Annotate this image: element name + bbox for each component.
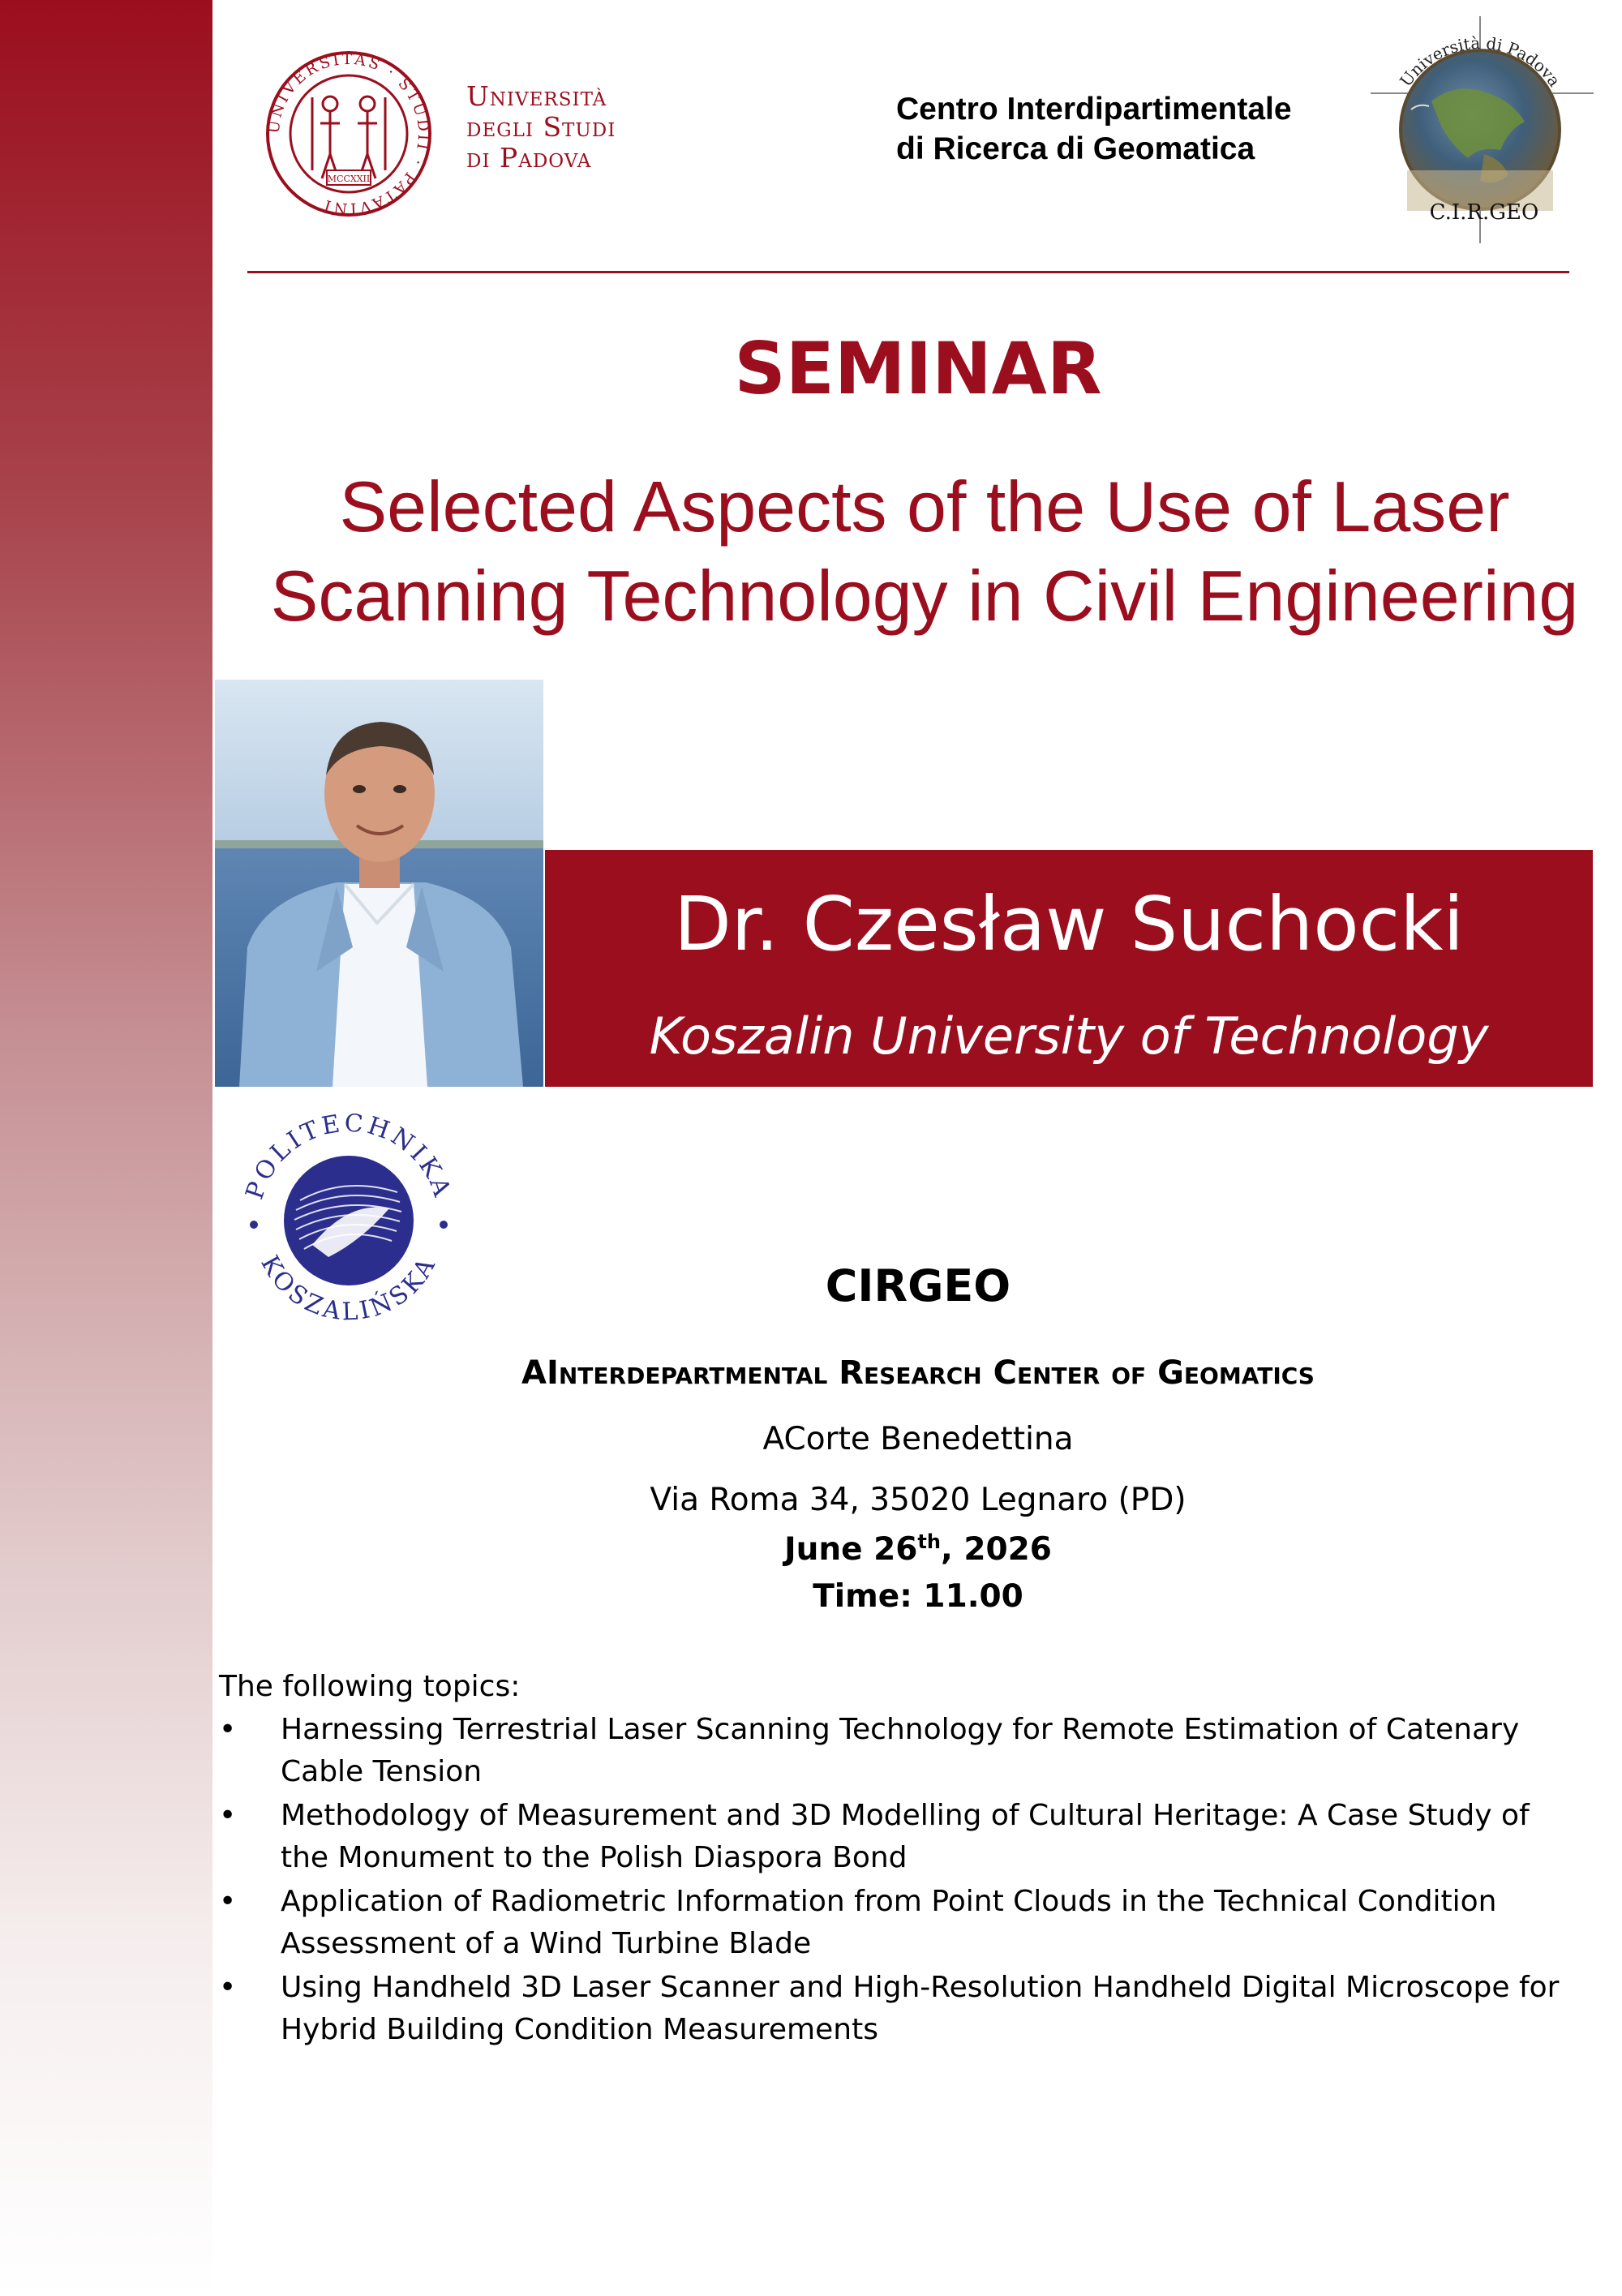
centre-name-line-2: di Ricerca di Geomatica xyxy=(896,131,1255,166)
seminar-date xyxy=(212,1530,1622,1570)
seminar-label: SEMINAR xyxy=(734,327,1102,410)
university-name xyxy=(466,81,677,174)
seminar-time: Time: 11.00 xyxy=(813,1578,1023,1615)
list-item xyxy=(219,1795,1581,1879)
research-centre-name xyxy=(896,89,1350,169)
speaker-photo xyxy=(215,680,543,1087)
side-gradient-band xyxy=(0,0,212,2296)
cirgeo-logo-bottom-text: C.I.R.GEO xyxy=(1429,200,1539,225)
cirgeo-globe-logo xyxy=(1362,12,1598,247)
topics-list xyxy=(219,1709,1581,2053)
centre-name-line-1: Centro Interdipartimentale xyxy=(896,92,1292,127)
speaker-affiliation: Koszalin University of Technology xyxy=(649,1006,1489,1066)
venue-address: Via Roma 34, 35020 Legnaro (PD) xyxy=(650,1482,1186,1518)
university-seal-logo xyxy=(264,49,434,219)
seal-year: MCCXXII xyxy=(327,174,371,184)
header-divider xyxy=(247,271,1569,273)
partner-logo-bottom-text: KOSZALIŃSKA xyxy=(255,1251,443,1327)
seminar-title: Selected Aspects of the Use of Laser Scanning Technology in Civil Engineering xyxy=(270,466,1579,636)
cirgeo-logo-top-text: Università di Padova xyxy=(1396,32,1564,91)
bullet: • xyxy=(219,1971,237,2004)
date-year: , 2026 xyxy=(940,1531,1052,1568)
bullet: • xyxy=(219,1799,237,1832)
date-ordinal: th xyxy=(917,1530,941,1553)
topic-text: Application of Radiometric Information from Point Clouds in the Technical Condition Assessment of a Wind Turbine Blade xyxy=(281,1885,1497,1960)
university-name-line-3: di Padova xyxy=(466,142,592,174)
partner-logo-top-text: POLITECHNIKA xyxy=(240,1109,457,1204)
topic-text: Using Handheld 3D Laser Scanner and High-Resolution Handheld Digital Microscope for Hybrid Building Condition Measurements xyxy=(281,1971,1560,2046)
university-name-line-2: degli Studi xyxy=(466,111,616,143)
venue-short-name: CIRGEO xyxy=(825,1260,1011,1311)
bullet: • xyxy=(219,1713,237,1746)
topics-heading: The following topics: xyxy=(219,1670,521,1703)
list-item xyxy=(219,1709,1581,1793)
bullet: • xyxy=(219,1885,237,1918)
university-name-line-1: Università xyxy=(466,80,607,112)
topic-text: Harnessing Terrestrial Laser Scanning Technology for Remote Estimation of Catenary Cable Tension xyxy=(281,1713,1520,1788)
topic-text: Methodology of Measurement and 3D Modelling of Cultural Heritage: A Case Study of the Monument to the Polish Diaspora Bond xyxy=(281,1799,1530,1874)
venue-department: AInterdepartmental Research Center of Geomatics xyxy=(521,1354,1315,1392)
seal-ring-text: UNIVERSITAS · STUDII · PATAVINI xyxy=(264,49,433,218)
date-prefix: June 26 xyxy=(784,1531,918,1568)
list-item xyxy=(219,1967,1581,2051)
list-item xyxy=(219,1881,1581,1965)
speaker-name: Dr. Czesław Suchocki xyxy=(673,881,1465,968)
venue-building: ACorte Benedettina xyxy=(762,1421,1074,1457)
